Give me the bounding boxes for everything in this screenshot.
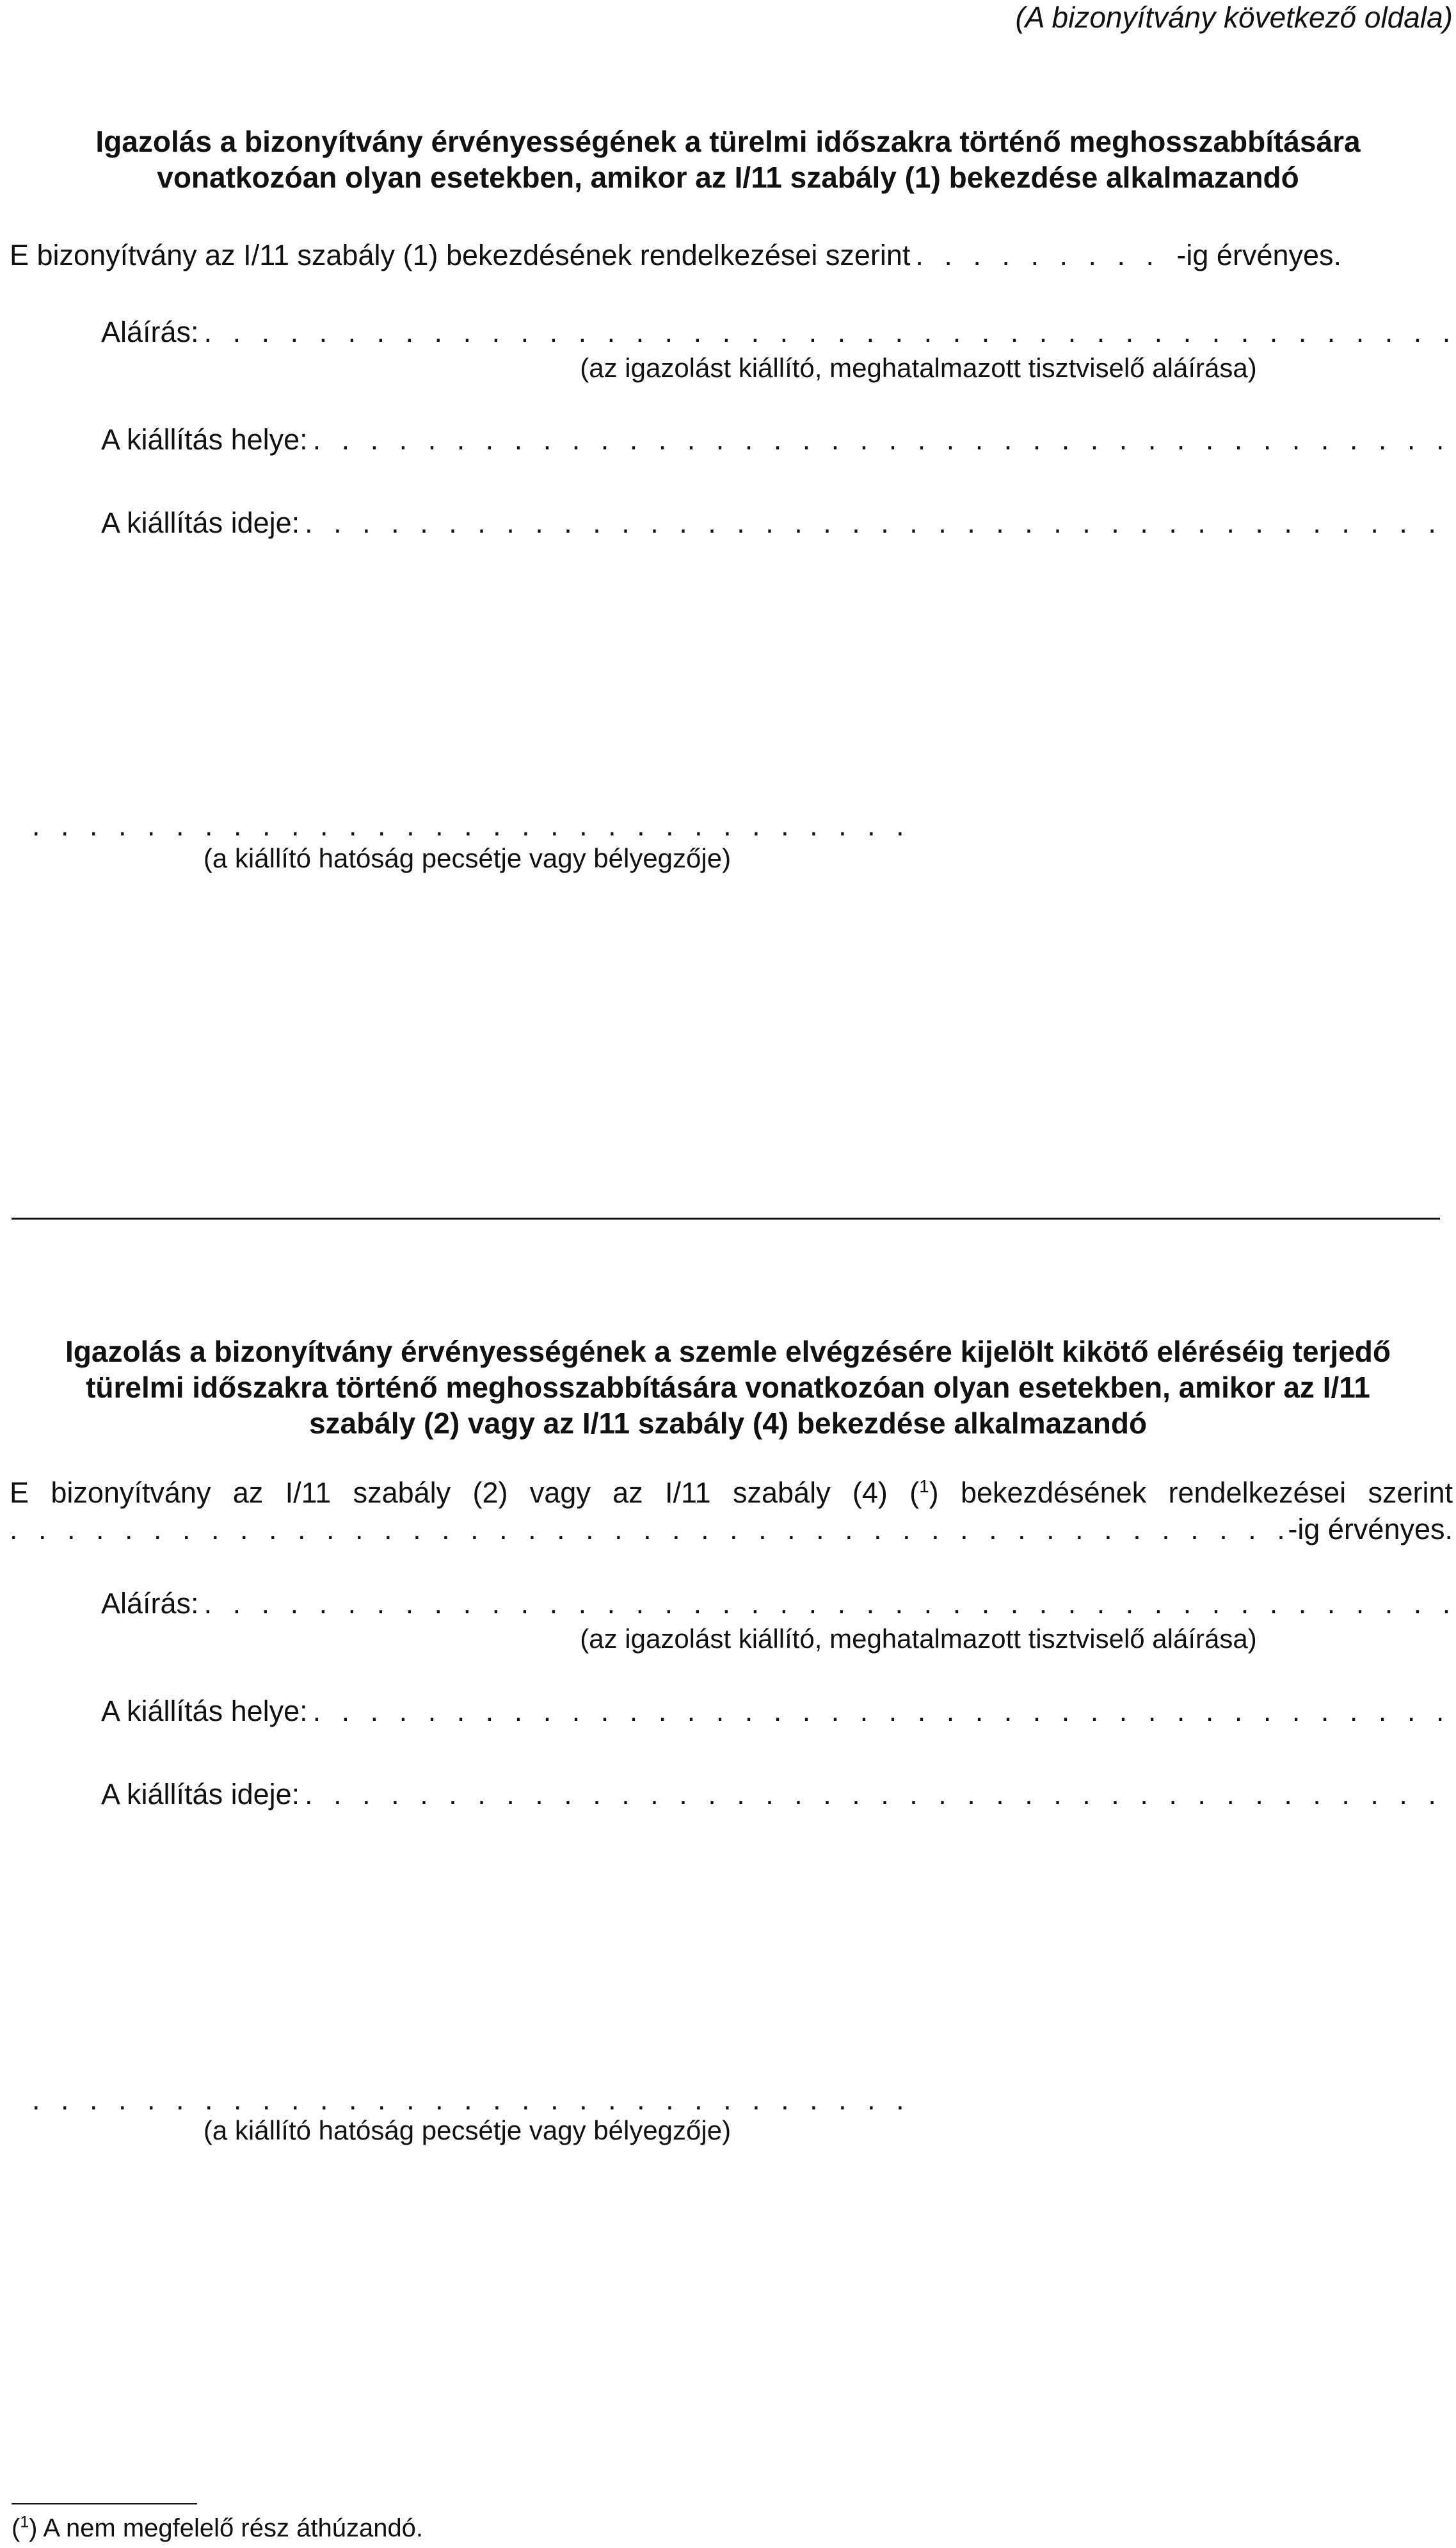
section2-date-blank[interactable] [305, 1777, 1453, 1812]
footnote-ref-marker: 1 [919, 1476, 929, 1496]
section2-validity-date-blank[interactable] [10, 1512, 1283, 1547]
footnote-open: ( [12, 2514, 20, 2542]
page-continuation-note: (A bizonyítvány következő oldala) [1015, 1, 1453, 34]
section1-signature-field [101, 315, 1453, 350]
section1-heading [13, 124, 1443, 195]
footnote-rule [12, 2503, 197, 2504]
section1-seal-caption: (a kiállító hatóság pecsétje vagy bélyegzője) [203, 843, 732, 873]
section2-statement-suffix: -ig érvényes. [1288, 1513, 1453, 1545]
footnote [12, 2513, 423, 2544]
section2-heading-line3: szabály (2) vagy az I/11 szabály (4) bekezdése alkalmazandó [308, 1407, 1148, 1440]
section2-signature-caption: (az igazolást kiállító, meghatalmazott tisztviselő aláírása) [580, 1624, 1257, 1654]
section2-validity-statement-line1 [10, 1476, 1453, 1510]
section2-statement-text: E bizonyítvány az I/11 szabály (2) vagy az I/11 szabály (4) ( [10, 1476, 920, 1509]
section2-signature-blank[interactable] [204, 1586, 1453, 1621]
section1-heading-line2: vonatkozóan olyan esetekben, amikor az I/11 szabály (1) bekezdése alkalmazandó [157, 161, 1299, 194]
section2-date-label: A kiállítás ideje: [101, 1778, 300, 1810]
section2-signature-field [101, 1586, 1453, 1621]
footnote-marker: 1 [20, 2513, 29, 2531]
section2-heading-line2: türelmi időszakra történő meghosszabbítására vonatkozóan olyan esetekben, amikor az I/11 [86, 1371, 1370, 1404]
section1-validity-statement [10, 238, 1453, 273]
section1-place-blank[interactable] [313, 423, 1453, 457]
section2-place-field [101, 1694, 1453, 1729]
section2-validity-statement-line2 [10, 1512, 1453, 1547]
section2-place-label: A kiállítás helye: [101, 1695, 308, 1727]
section2-date-field [101, 1777, 1453, 1812]
section1-date-blank[interactable] [305, 506, 1453, 540]
section2-signature-label: Aláírás: [101, 1587, 199, 1620]
section1-place-field [101, 423, 1453, 457]
section-separator [12, 1218, 1440, 1220]
section1-seal-blank[interactable] [32, 809, 902, 843]
section1-signature-blank[interactable] [204, 315, 1453, 350]
section2-place-blank[interactable] [313, 1694, 1453, 1729]
section1-statement-suffix: -ig érvényes. [1176, 239, 1342, 271]
section1-place-label: A kiállítás helye: [101, 423, 308, 456]
section1-heading-line1: Igazolás a bizonyítvány érvényességének a türelmi időszakra történő meghosszabbítására [95, 125, 1361, 158]
section2-seal-caption: (a kiállító hatóság pecsétje vagy bélyegzője) [203, 2115, 732, 2145]
footnote-text: ) A nem megfelelő rész áthúzandó. [29, 2514, 424, 2542]
section2-statement-text-cont: ) bekezdésének rendelkezései szerint [929, 1476, 1453, 1509]
section1-signature-label: Aláírás: [101, 316, 199, 348]
section1-date-field [101, 506, 1453, 540]
section1-date-label: A kiállítás ideje: [101, 506, 300, 539]
section1-statement-text: E bizonyítvány az I/11 szabály (1) bekezdésének rendelkezései szerint [10, 239, 911, 271]
section2-seal-blank[interactable] [32, 2083, 902, 2117]
section2-heading [13, 1334, 1443, 1441]
section1-signature-caption: (az igazolást kiállító, meghatalmazott tisztviselő aláírása) [580, 353, 1257, 383]
section1-validity-date-blank[interactable] [915, 238, 1171, 273]
section2-heading-line1: Igazolás a bizonyítvány érvényességének a szemle elvégzésére kijelölt kikötő eléréséig terjedő [65, 1335, 1391, 1368]
